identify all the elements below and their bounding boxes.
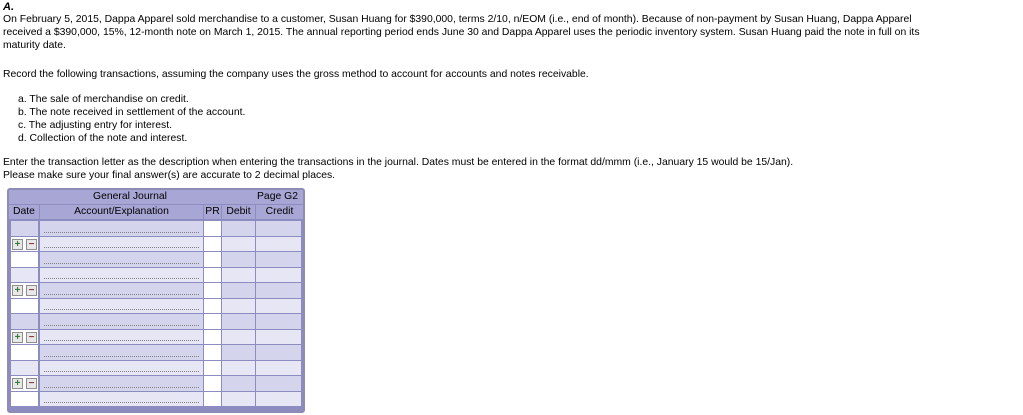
debit-input[interactable] — [222, 221, 255, 236]
date-cell[interactable] — [11, 361, 38, 376]
pr-cell — [204, 221, 221, 236]
debit-input[interactable] — [222, 376, 255, 391]
debit-input[interactable] — [222, 345, 255, 360]
credit-input[interactable] — [256, 237, 301, 252]
account-cell[interactable] — [40, 252, 203, 267]
pr-cell — [204, 314, 221, 329]
account-cell[interactable] — [40, 314, 203, 329]
journal-page-number: Page G2 — [257, 191, 299, 202]
credit-input[interactable] — [256, 252, 301, 267]
transaction-item: c. The adjusting entry for interest. — [18, 120, 173, 131]
credit-input[interactable] — [256, 268, 301, 283]
account-column-header: Account/Explanation — [40, 205, 203, 219]
date-cell[interactable] — [11, 392, 38, 407]
debit-input[interactable] — [222, 361, 255, 376]
date-cell[interactable] — [11, 221, 38, 236]
date-cell[interactable] — [11, 252, 38, 267]
debit-input[interactable] — [222, 237, 255, 252]
journal-title: General Journal — [93, 191, 167, 202]
account-cell[interactable] — [40, 221, 203, 236]
account-cell[interactable] — [40, 330, 203, 345]
debit-input[interactable] — [222, 314, 255, 329]
date-cell[interactable] — [11, 299, 38, 314]
add-row-icon[interactable]: + — [12, 239, 23, 250]
pr-cell — [204, 237, 221, 252]
remove-row-icon[interactable]: − — [26, 332, 37, 343]
record-instruction: Record the following transactions, assuming the company uses the gross method to account for accounts and notes receivable. — [3, 69, 589, 80]
debit-input[interactable] — [222, 330, 255, 345]
date-cell[interactable] — [11, 268, 38, 283]
intro-line: maturity date. — [3, 40, 66, 51]
credit-input[interactable] — [256, 221, 301, 236]
debit-input[interactable] — [222, 268, 255, 283]
pr-cell — [204, 252, 221, 267]
credit-input[interactable] — [256, 299, 301, 314]
problem-label: A. — [3, 1, 14, 13]
add-row-icon[interactable]: + — [12, 378, 23, 389]
account-cell[interactable] — [40, 376, 203, 391]
credit-input[interactable] — [256, 361, 301, 376]
remove-row-icon[interactable]: − — [26, 285, 37, 296]
account-cell[interactable] — [40, 283, 203, 298]
date-cell[interactable] — [11, 314, 38, 329]
credit-input[interactable] — [256, 330, 301, 345]
pr-cell — [204, 361, 221, 376]
transaction-item: d. Collection of the note and interest. — [18, 133, 188, 144]
account-cell[interactable] — [40, 361, 203, 376]
pr-cell — [204, 283, 221, 298]
debit-input[interactable] — [222, 392, 255, 407]
pr-cell — [204, 268, 221, 283]
credit-input[interactable] — [256, 314, 301, 329]
date-cell[interactable] — [11, 345, 38, 360]
debit-input[interactable] — [222, 252, 255, 267]
credit-column-header: Credit — [256, 205, 303, 219]
journal-title-bar — [9, 190, 303, 204]
debit-input[interactable] — [222, 283, 255, 298]
debit-column-header: Debit — [222, 205, 255, 219]
date-column-header: Date — [9, 205, 39, 219]
intro-line: On February 5, 2015, Dappa Apparel sold merchandise to a customer, Susan Huang for $390,000, terms 2/10, n/EOM (i.e., end of month). Because of non-payment by Susan Huang, Dappa Apparel — [3, 14, 912, 25]
transaction-list — [18, 93, 245, 145]
pr-cell — [204, 392, 221, 407]
pr-column-header: PR — [205, 206, 220, 217]
pr-cell — [204, 330, 221, 345]
account-cell[interactable] — [40, 268, 203, 283]
rounding-instruction: Please make sure your final answer(s) are accurate to 2 decimal places. — [3, 170, 336, 181]
pr-cell — [204, 376, 221, 391]
credit-input[interactable] — [256, 283, 301, 298]
debit-input[interactable] — [222, 299, 255, 314]
credit-input[interactable] — [256, 392, 301, 407]
intro-line: received a $390,000, 15%, 12-month note on March 1, 2015. The annual reporting period ends June 30 and Dappa Apparel uses the periodic inventory system. Susan Huang paid the note in full on its — [3, 27, 920, 38]
add-row-icon[interactable]: + — [12, 332, 23, 343]
pr-cell — [204, 299, 221, 314]
remove-row-icon[interactable]: − — [26, 239, 37, 250]
entry-instruction: Enter the transaction letter as the description when entering the transactions in the journal. Dates must be entered in the format dd/mmm (i.e., January 15 would be 15/Jan). — [3, 157, 794, 168]
pr-cell — [204, 345, 221, 360]
credit-input[interactable] — [256, 376, 301, 391]
account-cell[interactable] — [40, 237, 203, 252]
transaction-item: a. The sale of merchandise on credit. — [18, 94, 189, 105]
general-journal-table — [7, 188, 305, 413]
account-cell[interactable] — [40, 345, 203, 360]
add-row-icon[interactable]: + — [12, 285, 23, 296]
transaction-item: b. The note received in settlement of the account. — [18, 107, 246, 118]
account-cell[interactable] — [40, 392, 203, 407]
remove-row-icon[interactable]: − — [26, 378, 37, 389]
credit-input[interactable] — [256, 345, 301, 360]
account-cell[interactable] — [40, 299, 203, 314]
